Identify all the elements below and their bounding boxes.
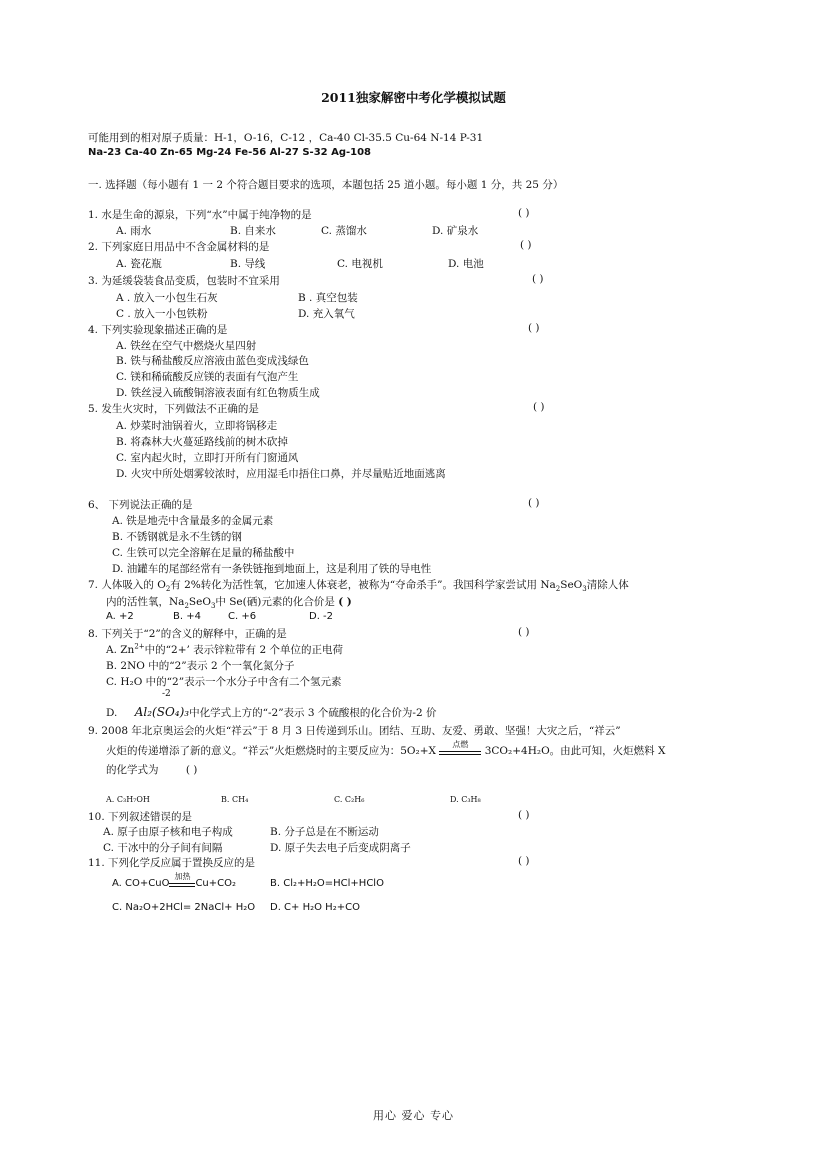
question-9-option-d: D. C₃H₈ [450,795,481,804]
question-5-option-b: B. 将森林大火蔓延路线前的树木砍掉 [116,436,288,448]
question-10-option-c: C. 干冰中的分子间有间隔 [103,842,223,854]
section-heading: 一. 选择题（每小题有 1 一 2 个符合题目要求的选项，本题包括 25 道小题。每小题 1 分，共 25 分） [88,179,564,191]
question-9-option-a: A. C₃H₇OH [106,795,150,804]
question-6-option-c: C. 生铁可以完全溶解在足量的稀盐酸中 [112,547,295,559]
question-11-answer-paren: ( ) [518,855,530,867]
question-8-option-d: D. Al₂(SO₄)₃中化学式上方的“-2”表示 3 个硫酸根的化合价为-2 价 [106,705,437,719]
reaction-condition-label: 点燃 [452,739,469,749]
equals-sign [439,751,481,755]
question-4-option-a: A. 铁丝在空气中燃烧火星四射 [116,340,257,352]
atomic-masses-line1: 可能用到的相对原子质量：H-1，O-16，C-12 ，Ca-40 Cl-35.5 Cu-64 N-14 P-31 [88,132,484,144]
question-6-option-a: A. 铁是地壳中含量最多的金属元素 [112,515,274,527]
question-7-option-d: D. -2 [309,611,334,622]
question-9-option-b: B. CH₄ [221,795,249,804]
atomic-masses-line2: Na-23 Ca-40 Zn-65 Mg-24 Fe-56 Al-27 S-32 Ag-108 [88,147,372,158]
question-2-option-b: B. 导线 [230,258,266,270]
question-1-option-c: C. 蒸馏水 [321,225,367,237]
page-footer: 用心 爱心 专心 [373,1109,454,1122]
question-10-answer-paren: ( ) [518,809,530,821]
question-4-option-d: D. 铁丝浸入硫酸铜溶液表面有红色物质生成 [116,387,320,399]
question-11-stem: 11. 下列化学反应属于置换反应的是 [88,857,256,869]
question-10-option-d: D. 原子失去电子后变成阴离子 [270,842,411,854]
question-11-option-a: A. CO+CuO 加热 Cu+CO₂ [112,871,237,889]
question-2-option-a: A. 瓷花瓶 [116,258,162,270]
question-8-answer-paren: ( ) [518,626,530,638]
question-7-stem-line2: 内的活性氧，$Na_2SeO_3$中 Se(硒)元素的化合价是 ( ) [106,596,352,611]
sulfate-formula: Al₂(SO₄)₃ [134,705,190,719]
question-2-option-d: D. 电池 [448,258,484,270]
page-title: 2011独家解密中考化学模拟试题 [321,90,506,105]
equals-sign [169,883,195,887]
question-3-option-b: B . 真空包装 [298,292,358,304]
heating-arrow [169,871,195,887]
question-2-option-c: C. 电视机 [337,258,383,270]
question-8-option-a: A. $Zn^{2+}$中的“2+’ 表示锌粒带有 2 个单位的正电荷 [106,642,344,656]
reaction-arrow [439,739,481,755]
question-1-option-a: A. 雨水 [116,225,152,237]
question-8-stem: 8. 下列关于“2”的含义的解释中，正确的是 [88,628,287,640]
question-3-stem: 3. 为延缓袋装食品变质，包装时不宜采用 [88,275,280,287]
question-4-stem: 4. 下列实验现象描述正确的是 [88,324,228,336]
question-5-option-d: D. 火灾中所处烟雾较浓时，应用湿毛巾捂住口鼻，并尽量贴近地面逃离 [116,468,446,480]
question-9-answer-paren: ( ) [185,764,198,776]
heating-condition-label: 加热 [174,871,191,881]
question-7-stem: 7. 人体吸入的 $O_2$有 2%转化为活性氧，它加速人体衰老，被称为“夺命杀手”。我国科学家尝试用 $Na_2SeO_3$清除人体 [88,579,629,594]
question-5-stem: 5. 发生火灾时，下列做法不正确的是 [88,403,259,415]
question-11-option-d: D. C+ H₂O H₂+CO [270,902,360,913]
question-10-option-a: A. 原子由原子核和电子构成 [103,826,233,838]
question-7-option-c: C. +6 [228,611,257,622]
question-7-option-a: A. +2 [106,611,134,622]
question-6-option-b: B. 不锈钢就是永不生锈的钢 [112,531,242,543]
question-9-stem-line3: 的化学式为 ( ) [106,764,198,776]
question-3-answer-paren: ( ) [532,273,544,285]
question-11-option-b: B. Cl₂+H₂O=HCl+HClO [270,878,384,889]
question-2-answer-paren: ( ) [520,239,532,251]
question-3-option-a: A . 放入一小包生石灰 [116,292,218,304]
question-8-option-b: B. 2NO 中的“2”表示 2 个一氧化氮分子 [106,660,295,672]
question-4-answer-paren: ( ) [528,322,540,334]
question-4-option-c: C. 镁和稀硫酸反应镁的表面有气泡产生 [116,371,299,383]
question-7-option-b: B. +4 [173,611,201,622]
question-1-option-d: D. 矿泉水 [432,225,479,237]
question-1-option-b: B. 自来水 [230,225,276,237]
question-6-option-d: D. 油罐车的尾部经常有一条铁链拖到地面上，这是利用了铁的导电性 [112,563,432,575]
question-3-option-d: D. 充入氧气 [298,308,355,320]
question-8-valence-mark: -2 [162,689,171,699]
question-4-option-b: B. 铁与稀盐酸反应溶液由蓝色变成浅绿色 [116,355,309,367]
question-9-stem-line2: 火炬的传递增添了新的意义。“祥云”火炬燃烧时的主要反应为：5O₂+X 点燃 3CO₂+4H₂O。由此可知，火炬燃料 X [106,739,666,757]
question-1-stem: 1. 水是生命的源泉，下列“水”中属于纯净物的是 [88,209,312,221]
question-2-stem: 2. 下列家庭日用品中不含金属材料的是 [88,241,270,253]
question-9-stem-line1: 9. 2008 年北京奥运会的火炬“祥云”于 8 月 3 日传递到乐山。团结、互助、友爱、勇敢、坚强！大灾之后，“祥云” [88,725,621,737]
question-10-stem: 10. 下列叙述错误的是 [88,811,193,823]
question-3-option-c: C . 放入一小包铁粉 [116,308,208,320]
question-5-option-c: C. 室内起火时，立即打开所有门窗通风 [116,452,299,464]
question-5-option-a: A. 炒菜时油锅着火，立即将锅移走 [116,420,278,432]
question-7-answer-paren: ( ) [338,596,352,608]
question-5-answer-paren: ( ) [533,401,545,413]
question-10-option-b: B. 分子总是在不断运动 [270,826,379,838]
question-9-option-c: C. C₂H₆ [334,795,365,804]
question-6-answer-paren: ( ) [528,497,540,509]
question-8-option-c: C. H₂O 中的“2”表示一个水分子中含有二个氢元素 [106,676,342,688]
question-6-stem: 6、 下列说法正确的是 [88,499,193,511]
question-1-answer-paren: ( ) [518,207,530,219]
question-11-option-c: C. Na₂O+2HCl= 2NaCl+ H₂O [112,902,256,913]
